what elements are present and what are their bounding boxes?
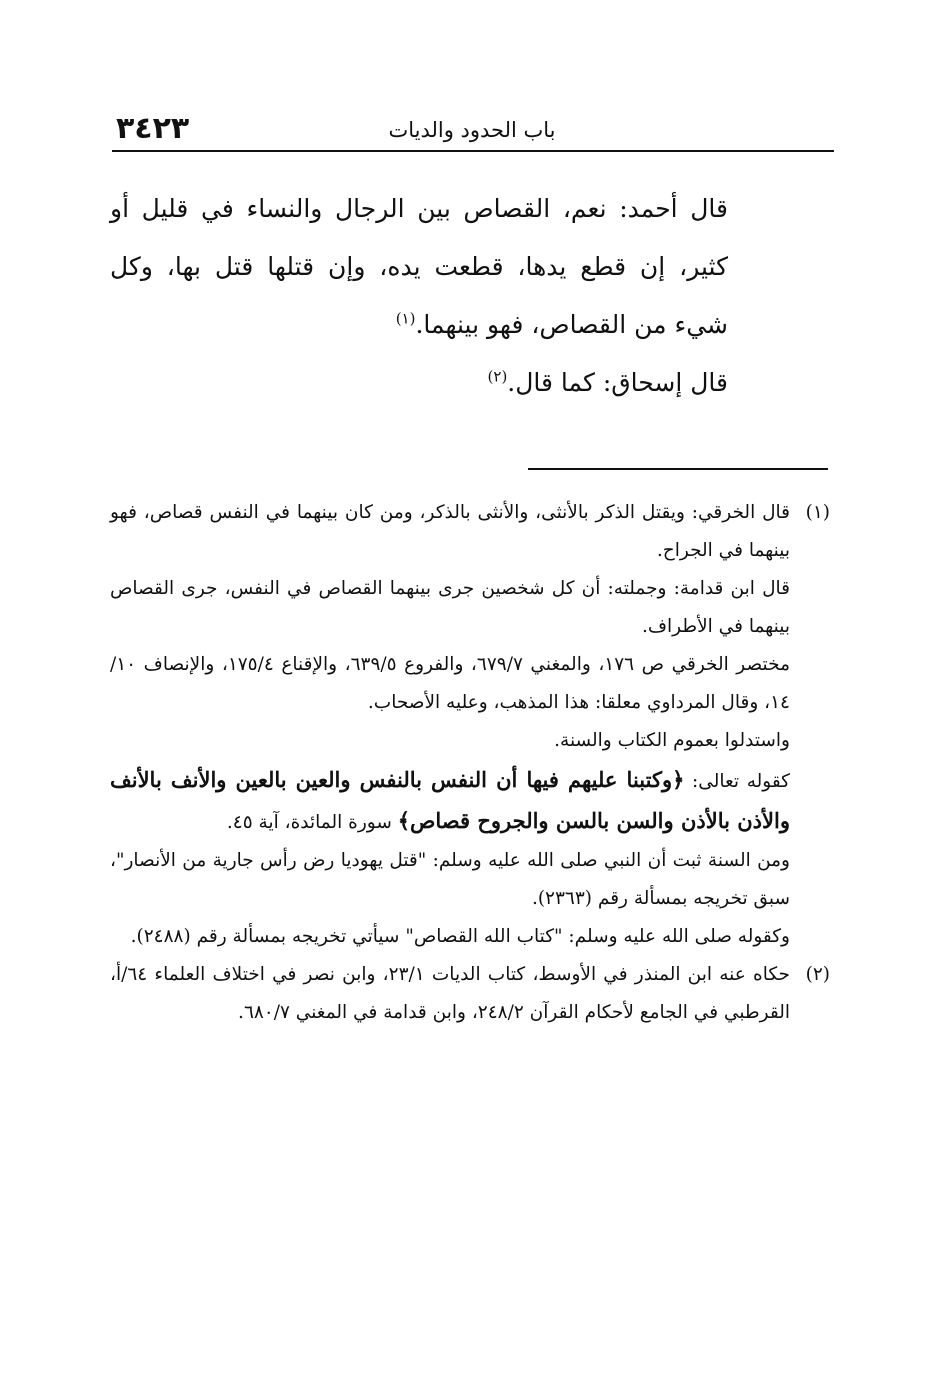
main-text — [110, 180, 728, 412]
footnote-1 — [110, 494, 830, 956]
main-paragraph-2-text: قال إسحاق: كما قال. — [507, 368, 728, 397]
footnote-1-para: وكقوله صلى الله عليه وسلم: "كتاب الله القصاص" سيأتي تخريجه بمسألة رقم (٢٤٨٨). — [130, 926, 790, 947]
footnote-2-para: حكاه عنه ابن المنذر في الأوسط، كتاب الديات ٢٣/١، وابن نصر في اختلاف العلماء ٦٤/أ، القرطبي في الجامع لأحكام القرآن ٢٤٨/٢، وابن قدامة في المغني ٦٨٠/٧. — [110, 964, 790, 1023]
quran-reference: سورة المائدة، آية ٤٥. — [226, 812, 398, 833]
footnote-1-number: (١) — [805, 502, 830, 523]
footnote-ref-2[interactable]: (٢) — [487, 367, 508, 386]
page-header — [112, 112, 832, 152]
footnote-1-body — [110, 494, 790, 956]
footnote-ref-1[interactable]: (١) — [395, 309, 416, 328]
footnote-1-para: قال الخرقي: ويقتل الذكر بالأنثى، والأنثى بالذكر، ومن كان بينهما في النفس قصاص، فهو بينهما في الجراح. — [110, 502, 790, 561]
quran-intro: كقوله تعالى: — [684, 771, 790, 792]
main-paragraph-1-text: قال أحمد: نعم، القصاص بين الرجال والنساء في قليل أو كثير، إن قطع يدها، قطعت يده، وإن قتلها قتل بها، وكل شيء من القصاص، فهو بينهما. — [110, 194, 728, 339]
footnotes — [110, 494, 830, 1032]
quran-verse: ﴿وكتبنا عليهم فيها أن النفس بالنفس والعين بالعين والأنف بالأنف والأذن بالأذن والسن بالسن والجروح قصاص﴾ — [110, 767, 790, 833]
footnote-separator — [528, 468, 828, 470]
running-title: باب الحدود والديات — [388, 118, 556, 142]
footnote-2 — [110, 956, 830, 1032]
footnote-1-para: ومن السنة ثبت أن النبي صلى الله عليه وسلم: "قتل يهوديا رض رأس جارية من الأنصار"، سبق تخريجه بمسألة رقم (٢٣٦٣). — [110, 850, 790, 909]
footnote-2-body — [110, 956, 790, 1032]
footnote-1-para: واستدلوا بعموم الكتاب والسنة. — [554, 730, 790, 751]
footnote-1-para: قال ابن قدامة: وجملته: أن كل شخصين جرى بينهما القصاص في النفس، جرى القصاص بينهما في الأطراف. — [110, 578, 790, 637]
header-rule — [112, 150, 834, 152]
page-number: ٣٤٢٣ — [116, 111, 190, 146]
footnote-2-number: (٢) — [805, 964, 830, 985]
footnote-1-para: مختصر الخرقي ص ١٧٦، والمغني ٦٧٩/٧، والفروع ٦٣٩/٥، والإقناع ١٧٥/٤، والإنصاف ١٠/ ١٤، وقال المرداوي معلقا: هذا المذهب، وعليه الأصحاب. — [110, 654, 790, 713]
main-paragraph-2 — [110, 354, 728, 412]
main-paragraph-1 — [110, 180, 728, 354]
footnote-1-quran-para — [110, 760, 790, 842]
